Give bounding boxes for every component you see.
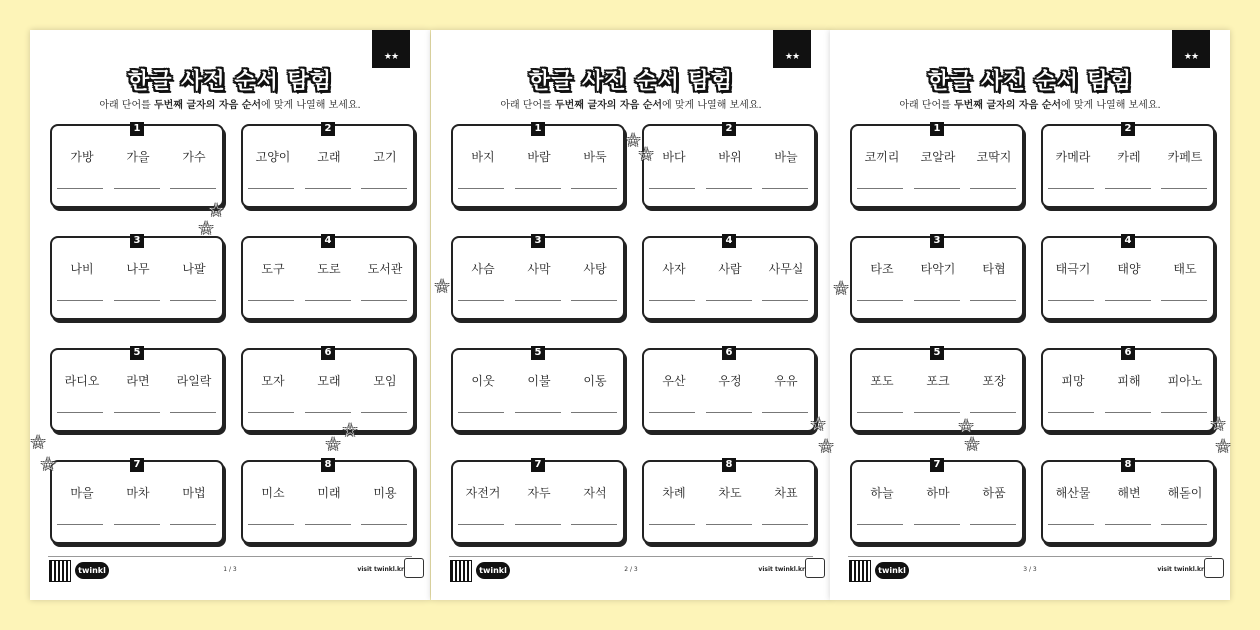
box-number: 3	[930, 234, 944, 248]
instructions-pre: 아래 단어를	[899, 100, 954, 111]
word-box	[1041, 460, 1215, 544]
word-label: 하품	[982, 486, 1006, 500]
instructions-post: 에 맞게 나열해 보세요.	[1061, 100, 1161, 111]
worksheet-title: 한글 사전 순서 탐험	[529, 69, 733, 94]
answer-blank[interactable]	[1048, 412, 1094, 413]
box-number: 4	[1121, 234, 1135, 248]
word-box	[642, 124, 816, 208]
answer-blank[interactable]	[361, 300, 407, 301]
answer-blank[interactable]	[571, 188, 617, 189]
star-decoration-icon: ☆	[1215, 436, 1232, 457]
word-box	[50, 460, 224, 544]
footer-url: visit twinkl.kr	[758, 566, 805, 573]
answer-blank[interactable]	[361, 188, 407, 189]
star-decoration-icon: ☆	[638, 144, 655, 165]
box-number: 1	[130, 122, 144, 136]
difficulty-badge: ★★	[372, 30, 410, 68]
word-label: 바둑	[583, 150, 607, 164]
word-box	[1041, 348, 1215, 432]
star-decoration-icon: ☆	[198, 218, 215, 239]
word-label: 도서관	[367, 262, 403, 276]
twinkl-logo: twinkl	[75, 562, 109, 579]
word-box	[642, 348, 816, 432]
star-decoration-icon: ☆	[342, 420, 359, 441]
answer-blank[interactable]	[649, 524, 695, 525]
word-label: 사탕	[583, 262, 607, 276]
word-label: 고래	[317, 150, 341, 164]
word-label: 가수	[182, 150, 206, 164]
word-label: 사슴	[471, 262, 495, 276]
word-label: 포장	[982, 374, 1006, 388]
instructions-post: 에 맞게 나열해 보세요.	[261, 100, 361, 111]
answer-blank[interactable]	[458, 300, 504, 301]
word-label: 바위	[718, 150, 742, 164]
answer-blank[interactable]	[1161, 524, 1207, 525]
word-label: 차례	[662, 486, 686, 500]
word-label: 바늘	[774, 150, 798, 164]
answer-blank[interactable]	[1048, 300, 1094, 301]
word-box	[850, 236, 1024, 320]
word-label: 하늘	[870, 486, 894, 500]
answer-blank[interactable]	[248, 188, 294, 189]
worksheet-page-3	[830, 30, 1230, 600]
word-label: 이웃	[471, 374, 495, 388]
word-label: 이동	[583, 374, 607, 388]
word-box	[241, 236, 415, 320]
star-decoration-icon: ☆	[818, 436, 835, 457]
word-label: 바다	[662, 150, 686, 164]
box-number: 4	[321, 234, 335, 248]
word-box	[642, 236, 816, 320]
answer-blank[interactable]	[649, 188, 695, 189]
answer-blank[interactable]	[305, 188, 351, 189]
worksheet-instructions	[30, 96, 430, 111]
answer-blank[interactable]	[970, 524, 1016, 525]
word-box	[451, 460, 625, 544]
word-label: 바지	[471, 150, 495, 164]
answer-blank[interactable]	[170, 300, 216, 301]
word-label: 사무실	[768, 262, 804, 276]
answer-blank[interactable]	[706, 524, 752, 525]
word-label: 모래	[317, 374, 341, 388]
instructions-bold: 두번째 글자의 자음 순서	[953, 100, 1062, 111]
footer-divider	[848, 556, 1212, 557]
worksheet-instructions	[431, 96, 831, 111]
answer-blank[interactable]	[970, 300, 1016, 301]
word-label: 고양이	[255, 150, 291, 164]
word-label: 나팔	[182, 262, 206, 276]
star-decoration-icon: ☆	[833, 278, 850, 299]
word-label: 타조	[870, 262, 894, 276]
instructions-bold: 두번째 글자의 자음 순서	[153, 100, 262, 111]
answer-blank[interactable]	[515, 188, 561, 189]
word-label: 가을	[126, 150, 150, 164]
answer-blank[interactable]	[571, 412, 617, 413]
word-label: 미소	[261, 486, 285, 500]
star-decoration-icon: ☆	[208, 200, 225, 221]
word-label: 미래	[317, 486, 341, 500]
word-label: 타악기	[920, 262, 956, 276]
word-label: 포크	[926, 374, 950, 388]
box-number: 7	[531, 458, 545, 472]
word-box	[1041, 236, 1215, 320]
word-label: 라면	[126, 374, 150, 388]
box-number: 7	[130, 458, 144, 472]
word-label: 태양	[1117, 262, 1141, 276]
box-number: 6	[722, 346, 736, 360]
box-number: 2	[321, 122, 335, 136]
answer-blank[interactable]	[515, 524, 561, 525]
word-label: 바람	[527, 150, 551, 164]
word-label: 해돋이	[1167, 486, 1203, 500]
word-label: 코끼리	[864, 150, 900, 164]
worksheet-title: 한글 사전 순서 탐험	[128, 69, 332, 94]
star-decoration-icon: ☆	[40, 454, 57, 475]
word-box	[451, 236, 625, 320]
word-label: 모임	[373, 374, 397, 388]
star-decoration-icon: ☆	[30, 432, 47, 453]
answer-blank[interactable]	[1048, 188, 1094, 189]
answer-blank[interactable]	[1161, 300, 1207, 301]
footer-url: visit twinkl.kr	[357, 566, 404, 573]
word-box	[241, 348, 415, 432]
quality-seal-icon	[805, 558, 825, 578]
word-label: 코알라	[920, 150, 956, 164]
answer-blank[interactable]	[970, 188, 1016, 189]
box-number: 8	[321, 458, 335, 472]
answer-blank[interactable]	[515, 300, 561, 301]
answer-blank[interactable]	[305, 300, 351, 301]
word-label: 해산물	[1055, 486, 1091, 500]
word-label: 사막	[527, 262, 551, 276]
answer-blank[interactable]	[57, 300, 103, 301]
page-number: 3 / 3	[1023, 566, 1037, 573]
answer-blank[interactable]	[970, 412, 1016, 413]
answer-blank[interactable]	[57, 524, 103, 525]
answer-blank[interactable]	[914, 188, 960, 189]
word-box	[1041, 124, 1215, 208]
instructions-post: 에 맞게 나열해 보세요.	[662, 100, 762, 111]
footer-url: visit twinkl.kr	[1157, 566, 1204, 573]
answer-blank[interactable]	[170, 412, 216, 413]
answer-blank[interactable]	[762, 412, 808, 413]
word-label: 차도	[718, 486, 742, 500]
star-decoration-icon: ☆	[625, 130, 642, 151]
answer-blank[interactable]	[57, 412, 103, 413]
answer-blank[interactable]	[170, 524, 216, 525]
answer-blank[interactable]	[762, 300, 808, 301]
word-label: 사자	[662, 262, 686, 276]
word-label: 해변	[1117, 486, 1141, 500]
twinkl-logo: twinkl	[476, 562, 510, 579]
answer-blank[interactable]	[706, 300, 752, 301]
star-decoration-icon: ☆	[810, 414, 827, 435]
answer-blank[interactable]	[248, 300, 294, 301]
answer-blank[interactable]	[1105, 524, 1151, 525]
word-label: 가방	[70, 150, 94, 164]
box-number: 1	[930, 122, 944, 136]
answer-blank[interactable]	[857, 412, 903, 413]
worksheet-page-1	[30, 30, 430, 600]
answer-blank[interactable]	[458, 412, 504, 413]
word-label: 포도	[870, 374, 894, 388]
star-decoration-icon: ☆	[434, 276, 451, 297]
box-number: 2	[1121, 122, 1135, 136]
box-number: 8	[722, 458, 736, 472]
answer-blank[interactable]	[1161, 188, 1207, 189]
instructions-bold: 두번째 글자의 자음 순서	[554, 100, 663, 111]
word-box	[850, 124, 1024, 208]
answer-blank[interactable]	[857, 188, 903, 189]
word-label: 도구	[261, 262, 285, 276]
answer-blank[interactable]	[706, 188, 752, 189]
word-box	[850, 460, 1024, 544]
footer-divider	[48, 556, 412, 557]
box-number: 6	[321, 346, 335, 360]
box-number: 6	[1121, 346, 1135, 360]
word-label: 고기	[373, 150, 397, 164]
word-label: 카페트	[1167, 150, 1203, 164]
word-label: 사람	[718, 262, 742, 276]
quality-seal-icon	[1204, 558, 1224, 578]
worksheet-page-2	[431, 30, 831, 600]
word-label: 태극기	[1055, 262, 1091, 276]
word-label: 라일락	[176, 374, 212, 388]
answer-blank[interactable]	[649, 300, 695, 301]
page-number: 1 / 3	[223, 566, 237, 573]
star-decoration-icon: ☆	[964, 434, 981, 455]
word-label: 미용	[373, 486, 397, 500]
word-label: 마차	[126, 486, 150, 500]
answer-blank[interactable]	[515, 412, 561, 413]
answer-blank[interactable]	[361, 524, 407, 525]
box-number: 1	[531, 122, 545, 136]
word-label: 이불	[527, 374, 551, 388]
word-label: 우산	[662, 374, 686, 388]
word-label: 나무	[126, 262, 150, 276]
answer-blank[interactable]	[458, 524, 504, 525]
answer-blank[interactable]	[114, 188, 160, 189]
answer-blank[interactable]	[305, 524, 351, 525]
star-decoration-icon: ☆	[1210, 414, 1227, 435]
answer-blank[interactable]	[114, 412, 160, 413]
answer-blank[interactable]	[114, 524, 160, 525]
word-label: 자전거	[465, 486, 501, 500]
word-label: 카레	[1117, 150, 1141, 164]
answer-blank[interactable]	[361, 412, 407, 413]
word-label: 차표	[774, 486, 798, 500]
word-label: 하마	[926, 486, 950, 500]
word-label: 마을	[70, 486, 94, 500]
word-label: 피망	[1061, 374, 1085, 388]
box-number: 3	[531, 234, 545, 248]
answer-blank[interactable]	[914, 300, 960, 301]
word-box	[850, 348, 1024, 432]
word-label: 나비	[70, 262, 94, 276]
answer-blank[interactable]	[248, 524, 294, 525]
word-box	[50, 348, 224, 432]
box-number: 3	[130, 234, 144, 248]
answer-blank[interactable]	[706, 412, 752, 413]
word-box	[241, 124, 415, 208]
instructions-pre: 아래 단어를	[500, 100, 555, 111]
answer-blank[interactable]	[571, 300, 617, 301]
answer-blank[interactable]	[571, 524, 617, 525]
word-box	[241, 460, 415, 544]
word-label: 마법	[182, 486, 206, 500]
word-label: 코딱지	[976, 150, 1012, 164]
word-label: 태도	[1173, 262, 1197, 276]
answer-blank[interactable]	[857, 524, 903, 525]
box-number: 8	[1121, 458, 1135, 472]
box-number: 5	[531, 346, 545, 360]
word-label: 도로	[317, 262, 341, 276]
answer-blank[interactable]	[1105, 300, 1151, 301]
answer-blank[interactable]	[114, 300, 160, 301]
word-label: 타협	[982, 262, 1006, 276]
word-label: 자석	[583, 486, 607, 500]
word-label: 카메라	[1055, 150, 1091, 164]
difficulty-badge: ★★	[1172, 30, 1210, 68]
answer-blank[interactable]	[170, 188, 216, 189]
word-label: 우정	[718, 374, 742, 388]
word-label: 모자	[261, 374, 285, 388]
answer-blank[interactable]	[1105, 188, 1151, 189]
word-label: 자두	[527, 486, 551, 500]
box-number: 7	[930, 458, 944, 472]
answer-blank[interactable]	[649, 412, 695, 413]
answer-blank[interactable]	[857, 300, 903, 301]
word-box	[451, 124, 625, 208]
box-number: 4	[722, 234, 736, 248]
answer-blank[interactable]	[305, 412, 351, 413]
answer-blank[interactable]	[914, 412, 960, 413]
worksheet-title: 한글 사전 순서 탐험	[928, 69, 1132, 94]
word-box	[451, 348, 625, 432]
instructions-pre: 아래 단어를	[99, 100, 154, 111]
star-decoration-icon: ☆	[325, 434, 342, 455]
answer-blank[interactable]	[914, 524, 960, 525]
answer-blank[interactable]	[762, 188, 808, 189]
difficulty-badge: ★★	[773, 30, 811, 68]
answer-blank[interactable]	[57, 188, 103, 189]
answer-blank[interactable]	[1105, 412, 1151, 413]
page-number: 2 / 3	[624, 566, 638, 573]
word-label: 라디오	[64, 374, 100, 388]
word-box	[642, 460, 816, 544]
answer-blank[interactable]	[248, 412, 294, 413]
word-label: 우유	[774, 374, 798, 388]
word-box	[50, 124, 224, 208]
answer-blank[interactable]	[762, 524, 808, 525]
box-number: 5	[930, 346, 944, 360]
footer-divider	[449, 556, 813, 557]
word-label: 피아노	[1167, 374, 1203, 388]
answer-blank[interactable]	[458, 188, 504, 189]
quality-seal-icon	[404, 558, 424, 578]
word-label: 피해	[1117, 374, 1141, 388]
box-number: 2	[722, 122, 736, 136]
worksheet-instructions	[830, 96, 1230, 111]
twinkl-logo: twinkl	[875, 562, 909, 579]
star-decoration-icon: ☆	[958, 416, 975, 437]
box-number: 5	[130, 346, 144, 360]
answer-blank[interactable]	[1161, 412, 1207, 413]
word-box	[50, 236, 224, 320]
answer-blank[interactable]	[1048, 524, 1094, 525]
